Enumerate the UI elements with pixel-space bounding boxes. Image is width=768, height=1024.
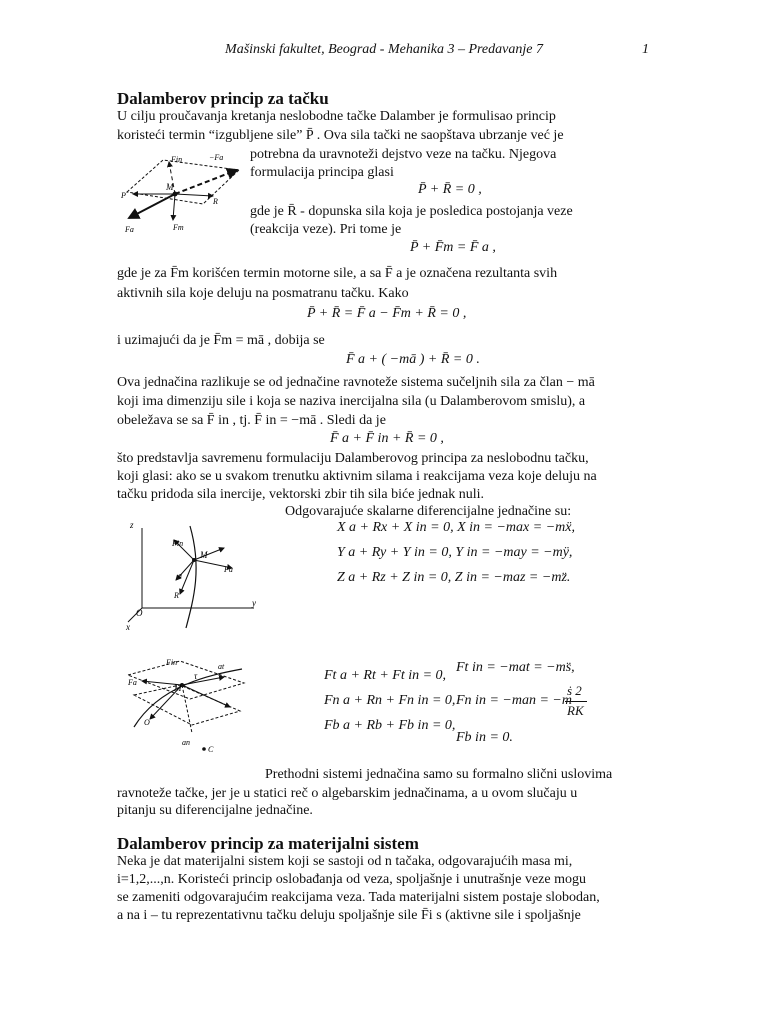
section-heading: Dalamberov princip za tačku [117, 89, 329, 108]
equation: Fn a + Rn + Fn in = 0, [324, 693, 456, 708]
paragraph-line: formulacija principa glasi [250, 165, 394, 180]
coordinate-diagram [124, 518, 264, 633]
paragraph-line: (reakcija veze). Pri tome je [250, 222, 402, 237]
paragraph-line: pitanju su diferencijalne jednačine. [117, 803, 313, 818]
equation: Y a + Ry + Y in = 0, Y in = −may = −mÿ, [337, 545, 573, 560]
paragraph-line: Neka je dat materijalni sistem koji se sastoji od n tačaka, odgovarajućih masa mi, [117, 854, 573, 869]
fig-label: an [182, 738, 190, 747]
equation: Ft a + Rt + Ft in = 0, [324, 668, 447, 683]
fig-label: M [174, 683, 182, 693]
fig-label: Fm [173, 223, 184, 232]
equation: Ft in = −mat = −ms̈, [456, 660, 575, 675]
fig-label: M [200, 550, 208, 560]
fig-label: O [136, 608, 143, 618]
fraction-numerator: ṡ 2 [567, 683, 582, 698]
paragraph-line: Ova jednačina razlikuje se od jednačine ravnoteže sistema sučeljnih sila za član − mā [117, 375, 595, 390]
fig-label: Fa [125, 225, 134, 234]
fraction-bar [565, 701, 587, 702]
paragraph-line: gde je R̄ - dopunska sila koja je posledica postojanja veze [250, 204, 573, 219]
paragraph-line: gde je za F̄m korišćen termin motorne sile, a sa F̄ a je označena rezultanta svih [117, 266, 558, 281]
fig-label: C [208, 745, 214, 754]
page-header: Mašinski fakultet, Beograd - Mehanika 3 – Predavanje 7 [225, 42, 543, 57]
section-heading: Dalamberov princip za materijalni sistem [117, 834, 419, 853]
fig-label: Fa [128, 678, 137, 687]
equation: F̄ a + ( −mā ) + R̄ = 0 . [346, 352, 480, 367]
fig-label: Fin [172, 539, 184, 548]
force-diagram-1 [117, 148, 247, 240]
equation: Fb in = 0. [456, 730, 513, 745]
paragraph-line: koji glasi: ako se u svakom trenutku aktivnim silama i reakcijama veza koje deluju na [117, 469, 597, 484]
paragraph-line: što predstavlja savremenu formulaciju Dalamberovog principa za neslobodnu tačku, [117, 451, 589, 466]
paragraph-line: i uzimajući da je F̄m = mā , dobija se [117, 333, 325, 348]
fig-label: x [126, 622, 130, 632]
fig-label: −Fa [209, 153, 224, 162]
natural-axes-diagram [120, 655, 250, 755]
equation: X a + Rx + X in = 0, X in = −max = −mẍ, [337, 520, 575, 535]
paragraph-line: se zameniti odgovarajućim reakcijama veza. Tada materijalni sistem postaje slobodan, [117, 890, 600, 905]
paragraph-line: ravnoteže tačke, jer je u statici reč o algebarskim jednačinama, a u ovom slučaju u [117, 786, 578, 801]
fig-label: y [252, 598, 256, 608]
fraction-denominator: RK [567, 703, 584, 718]
equation: Fb a + Rb + Fb in = 0, [324, 718, 456, 733]
paragraph-line: U cilju proučavanja kretanja neslobodne tačke Dalamber je formulisao princip [117, 109, 556, 124]
paragraph-line: koristeći termin “izgubljene sile” P̄ . Ova sila tački ne saopštava ubrzanje već je [117, 128, 564, 143]
fig-label: R [174, 591, 179, 600]
equation: Z a + Rz + Z in = 0, Z in = −maz = −mz̈. [337, 570, 571, 585]
paragraph-line: i=1,2,...,n. Koristeći princip oslobađanja od veza, spoljašnje i unutrašnje veze mogu [117, 872, 586, 887]
paragraph-line: koji ima dimenziju sile i koja se naziva inercijalna sila (u Dalamberovom smislu), a [117, 394, 586, 409]
fig-label: M [166, 182, 174, 192]
paragraph-line: obeležava se sa F̄ in , tj. F̄ in = −mā . Sledi da je [117, 413, 386, 428]
equation: Fn in = −man = −m [456, 693, 572, 708]
fig-label: R [213, 197, 218, 206]
paragraph-line: tačku pridoda sila inercije, vektorski zbir tih sila biće jednak nuli. [117, 487, 485, 502]
fig-label: at [218, 662, 225, 671]
paragraph-line: potrebna da uravnoteži dejstvo veze na tačku. Njegova [250, 147, 557, 162]
fig-label: z [130, 520, 134, 530]
page-number: 1 [642, 42, 649, 57]
equation: F̄ a + F̄ in + R̄ = 0 , [330, 431, 444, 446]
fig-label: τ [194, 671, 198, 681]
paragraph-line: Odgovarajuće skalarne diferencijalne jednačine su: [285, 504, 572, 519]
fig-label: Fa [224, 565, 233, 574]
fig-label: a [178, 571, 182, 580]
paragraph-line: Prethodni sistemi jednačina samo su formalno slični uslovima [265, 767, 613, 782]
fig-label: Fin [171, 155, 183, 164]
fig-label: O [144, 718, 150, 727]
equation: P̄ + R̄ = F̄ a − F̄m + R̄ = 0 , [307, 306, 467, 321]
equation: P̄ + F̄m = F̄ a , [410, 240, 496, 255]
equation: P̄ + R̄ = 0 , [418, 182, 482, 197]
fig-label: Fin [166, 658, 178, 667]
fig-label: P [121, 191, 126, 200]
paragraph-line: a na i – tu reprezentativnu tačku deluju spoljašnje sile F̄i s (aktivne sile i spoljašnje [117, 908, 581, 923]
paragraph-line: aktivnih sila koje deluju na posmatranu tačku. Kako [117, 286, 409, 301]
